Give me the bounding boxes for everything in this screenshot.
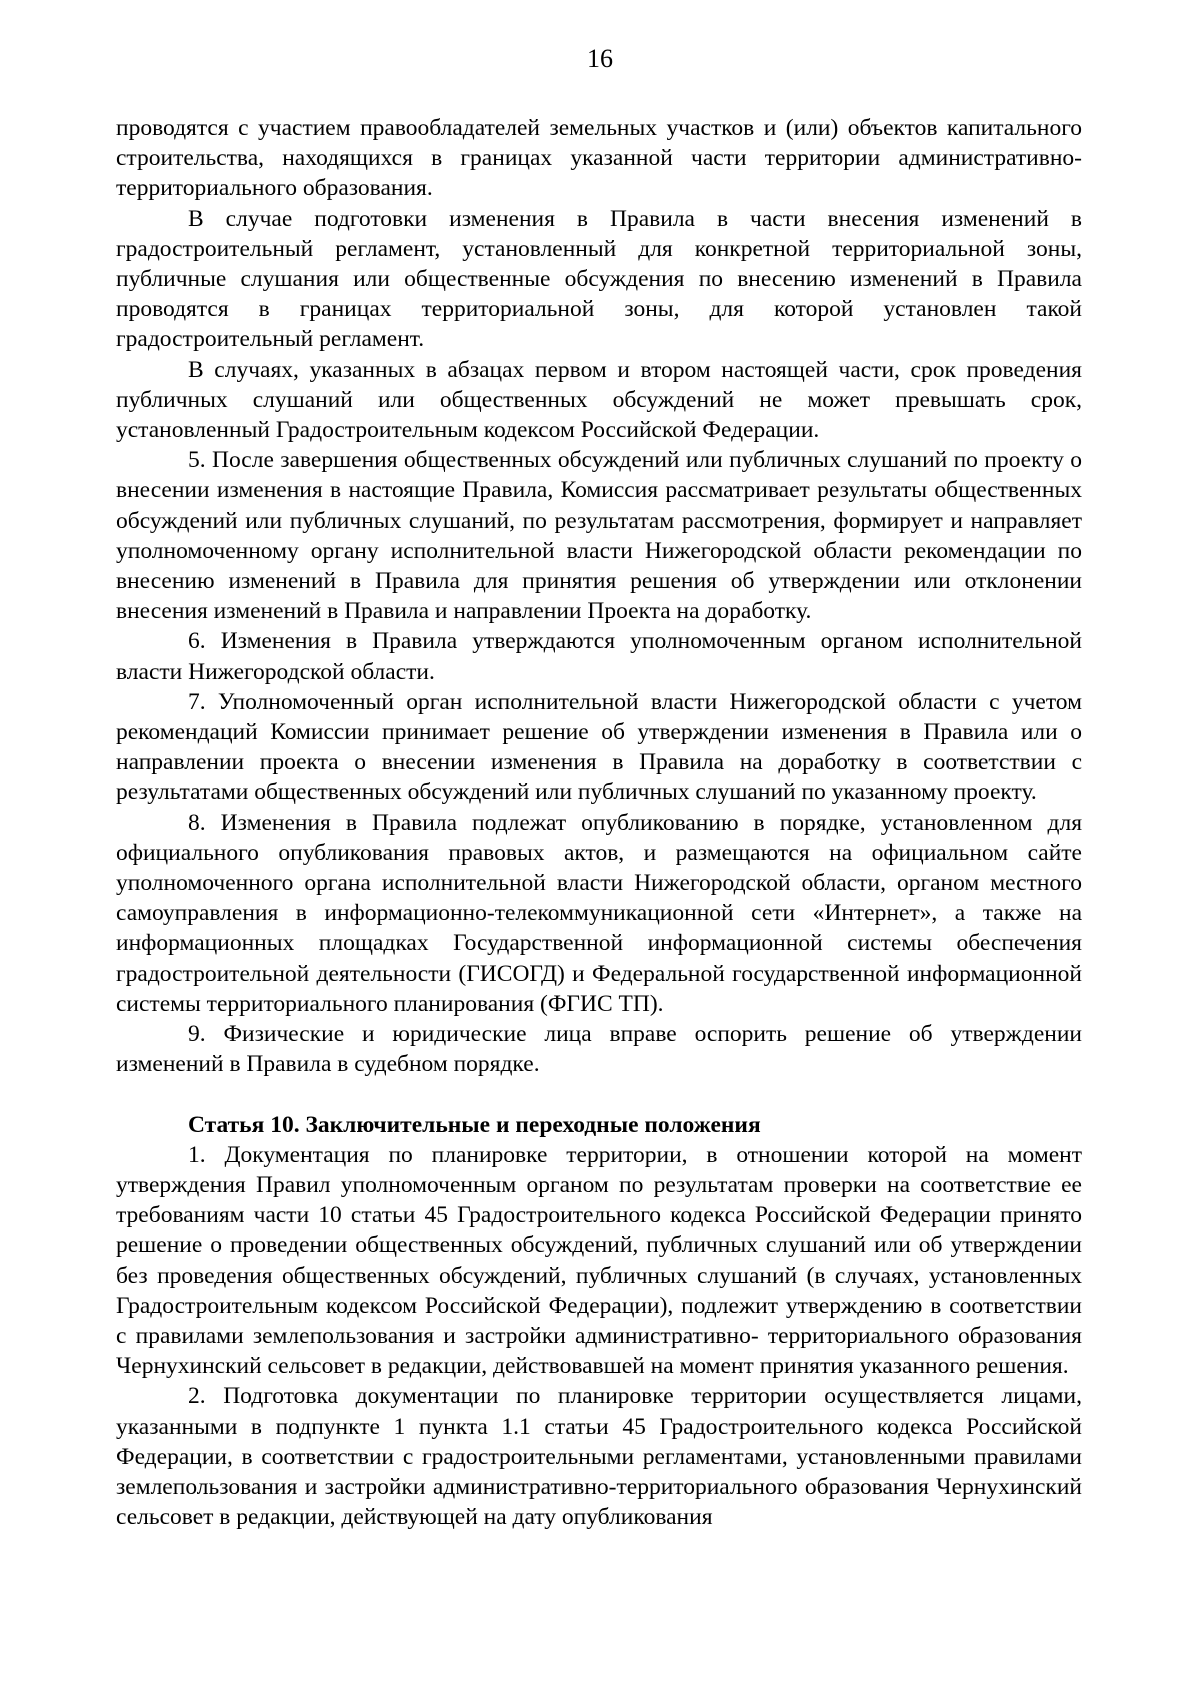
article-paragraph-2: 2. Подготовка документации по планировке территории осуществляется лицами, указанными в подпункте 1 пункта 1.1 статьи 45 Градостроительного кодекса Российской Федерации, в соответствии с градостроительными регламентами, установленными правилами землепользования и застройки административно-территориального образования Чернухинский сельсовет в редакции, действующей на дату опубликования [116,1383,1082,1531]
paragraph-item-8: 8. Изменения в Правила подлежат опубликованию в порядке, установленном для официального опубликования правовых актов, и размещаются на официальном сайте уполномоченного органа исполнительной власти Нижегородской области, органом местного самоуправления в информационно-телекоммуникационной сети «Интернет», а также на информационных площадках Государственной информационной системы обеспечения градостроительной деятельности (ГИСОГД) и Федеральной государственной информационной системы территориального планирования (ФГИС ТП). [116,809,1082,1017]
paragraph-item-6: 6. Изменения в Правила утверждаются уполномоченным органом исполнительной власти Нижегородской области. [116,628,1082,685]
page-number: 16 [587,44,613,73]
article-paragraph-1: 1. Документация по планировке территории, в отношении которой на момент утверждения Правил уполномоченным органом по результатам проверки на соответствие ее требованиям части 10 статьи 45 Градостроительного кодекса Российской Федерации принято решение о проведении общественных обсуждений, публичных слушаний или об утверждении без проведения общественных обсуждений, публичных слушаний (в случаях, установленных Градостроительным кодексом Российской Федерации), подлежит утверждению в соответствии с правилами землепользования и застройки административно- территориального образования Чернухинский сельсовет в редакции, действовавшей на момент принятия указанного решения. [116,1141,1082,1380]
paragraph-item-9: 9. Физические и юридические лица вправе оспорить решение об утверждении изменений в Правила в судебном порядке. [116,1021,1082,1078]
paragraph: В случае подготовки изменения в Правила в части внесения изменений в градостроительный регламент, установленный для конкретной территориальной зоны, публичные слушания или общественные обсуждения по внесению изменений в Правила проводятся в границах территориальной зоны, для которой установлен такой градостроительный регламент. [116,205,1082,353]
document-body [116,113,1082,1532]
paragraph: В случаях, указанных в абзацах первом и втором настоящей части, срок проведения публичных слушаний или общественных обсуждений не может превышать срок, установленный Градостроительным кодексом Российской Федерации. [116,356,1082,444]
paragraph-item-5: 5. После завершения общественных обсуждений или публичных слушаний по проекту о внесении изменения в настоящие Правила, Комиссия рассматривает результаты общественных обсуждений или публичных слушаний, по результатам рассмотрения, формирует и направляет уполномоченному органу исполнительной власти Нижегородской области рекомендации по внесению изменений в Правила для принятия решения об утверждении или отклонении внесения изменений в Правила и направлении Проекта на доработку. [116,447,1082,625]
article-heading: Статья 10. Заключительные и переходные положения [188,1111,761,1138]
paragraph-continuation: проводятся с участием правообладателей земельных участков и (или) объектов капитального строительства, находящихся в границах указанной части территории административно-территориального образования. [116,115,1082,202]
paragraph-item-7: 7. Уполномоченный орган исполнительной власти Нижегородской области с учетом рекомендаций Комиссии принимает решение об утверждении изменения в Правила или о направлении проекта о внесении изменения в Правила на доработку в соответствии с результатами общественных обсуждений или публичных слушаний по указанному проекту. [116,688,1082,806]
